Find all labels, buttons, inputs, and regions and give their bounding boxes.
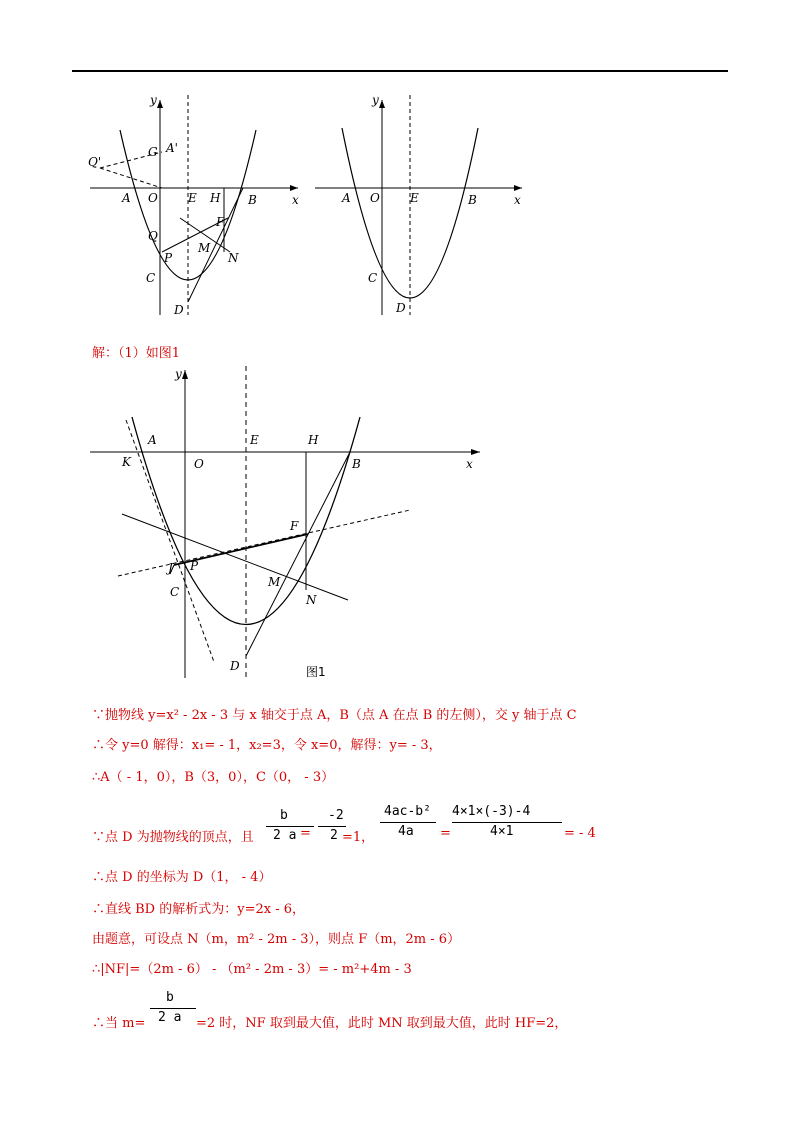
solution-line-8: ∴|NF|=（2m - 6） - （m² - 2m - 3）= - m²+4m - 3 bbox=[92, 962, 412, 977]
frac4-den: 4×1 bbox=[490, 824, 514, 839]
svg-text:Q: Q bbox=[148, 229, 158, 243]
solution-line-5: ∴点 D 的坐标为 D（1， - 4） bbox=[92, 870, 272, 885]
svg-text:Q': Q' bbox=[88, 155, 102, 169]
line-bd bbox=[188, 188, 243, 302]
figure-caption: 图1 bbox=[306, 665, 326, 679]
svg-text:B: B bbox=[248, 193, 257, 207]
svg-text:H: H bbox=[210, 191, 221, 205]
figure-top-left bbox=[80, 90, 310, 320]
frac2-num: -2 bbox=[328, 808, 344, 823]
svg-text:H: H bbox=[308, 433, 319, 447]
frac5-bar bbox=[150, 1008, 196, 1009]
solution-line-9-prefix: ∴当 m= bbox=[92, 1016, 146, 1031]
svg-text:P: P bbox=[190, 559, 199, 573]
solution-line-2: ∴令 y=0 解得：x₁= - 1，x₂=3，令 x=0，解得：y= - 3， bbox=[92, 738, 442, 753]
svg-text:D: D bbox=[396, 301, 406, 315]
eq3: = bbox=[440, 826, 451, 841]
svg-text:B: B bbox=[468, 193, 477, 207]
svg-text:C: C bbox=[170, 585, 180, 599]
eq1: = bbox=[300, 826, 311, 841]
svg-text:B: B bbox=[352, 457, 361, 471]
svg-text:O: O bbox=[370, 191, 380, 205]
figure-1 bbox=[88, 362, 498, 682]
svg-text:D: D bbox=[174, 303, 184, 317]
solution-line-6: ∴直线 BD 的解析式为：y=2x - 6， bbox=[92, 902, 306, 917]
svg-text:y: y bbox=[372, 93, 379, 107]
svg-text:y: y bbox=[150, 93, 157, 107]
frac2-den: 2 bbox=[330, 828, 338, 843]
line-bd bbox=[246, 452, 350, 656]
solution-header: 解：（1）如图1 bbox=[92, 346, 181, 361]
svg-text:O: O bbox=[194, 457, 204, 471]
svg-text:G: G bbox=[148, 145, 158, 159]
svg-text:N: N bbox=[228, 251, 239, 265]
svg-text:J: J bbox=[168, 561, 173, 575]
svg-text:E: E bbox=[250, 433, 259, 447]
svg-text:O: O bbox=[148, 191, 158, 205]
svg-text:C: C bbox=[146, 271, 156, 285]
svg-text:E: E bbox=[410, 191, 419, 205]
eq2: =1， bbox=[342, 830, 375, 845]
svg-text:E: E bbox=[188, 191, 197, 205]
frac5-num: b bbox=[166, 990, 174, 1005]
frac1-num: b bbox=[280, 808, 288, 823]
svg-text:M: M bbox=[268, 575, 281, 589]
svg-text:y: y bbox=[175, 367, 182, 381]
solution-line-4-prefix: ∵点 D 为抛物线的顶点，且 bbox=[92, 830, 254, 845]
figure-top-right bbox=[310, 90, 530, 320]
line-through-m bbox=[122, 514, 348, 600]
svg-text:x: x bbox=[466, 457, 473, 471]
svg-text:A: A bbox=[342, 191, 351, 205]
svg-text:C: C bbox=[368, 271, 378, 285]
frac1-den: 2 a bbox=[273, 828, 297, 843]
svg-text:F: F bbox=[216, 215, 225, 229]
frac3-num: 4ac-b² bbox=[384, 804, 431, 819]
svg-text:D: D bbox=[230, 659, 240, 673]
solution-line-1: ∵抛物线 y=x² - 2x - 3 与 x 轴交于点 A，B（点 A 在点 B 的左侧），交 y 轴于点 C bbox=[92, 708, 577, 723]
svg-text:F: F bbox=[290, 519, 299, 533]
frac5-den: 2 a bbox=[158, 1010, 182, 1025]
svg-text:K: K bbox=[122, 455, 131, 469]
solution-line-7: 由题意，可设点 N（m，m² - 2m - 3），则点 F（m，2m - 6） bbox=[92, 932, 461, 947]
frac4-num: 4×1×(-3)-4 bbox=[452, 804, 531, 819]
svg-text:A: A bbox=[148, 433, 157, 447]
svg-text:A': A' bbox=[166, 141, 178, 155]
svg-text:x: x bbox=[514, 193, 521, 207]
svg-text:M: M bbox=[198, 241, 211, 255]
frac4-bar bbox=[452, 822, 562, 823]
frac3-den: 4a bbox=[398, 824, 414, 839]
svg-text:A: A bbox=[122, 191, 131, 205]
header-rule bbox=[72, 70, 728, 72]
solution-line-9-suffix: =2 时，NF 取到最大值，此时 MN 取到最大值，此时 HF=2， bbox=[196, 1016, 568, 1031]
svg-text:x: x bbox=[292, 193, 299, 207]
svg-text:N: N bbox=[306, 593, 317, 607]
svg-text:P: P bbox=[164, 251, 173, 265]
solution-line-3: ∴A（ - 1，0），B（3，0），C（0， - 3） bbox=[92, 770, 335, 785]
eq4: = - 4 bbox=[564, 826, 596, 841]
frac3-bar bbox=[380, 822, 436, 823]
